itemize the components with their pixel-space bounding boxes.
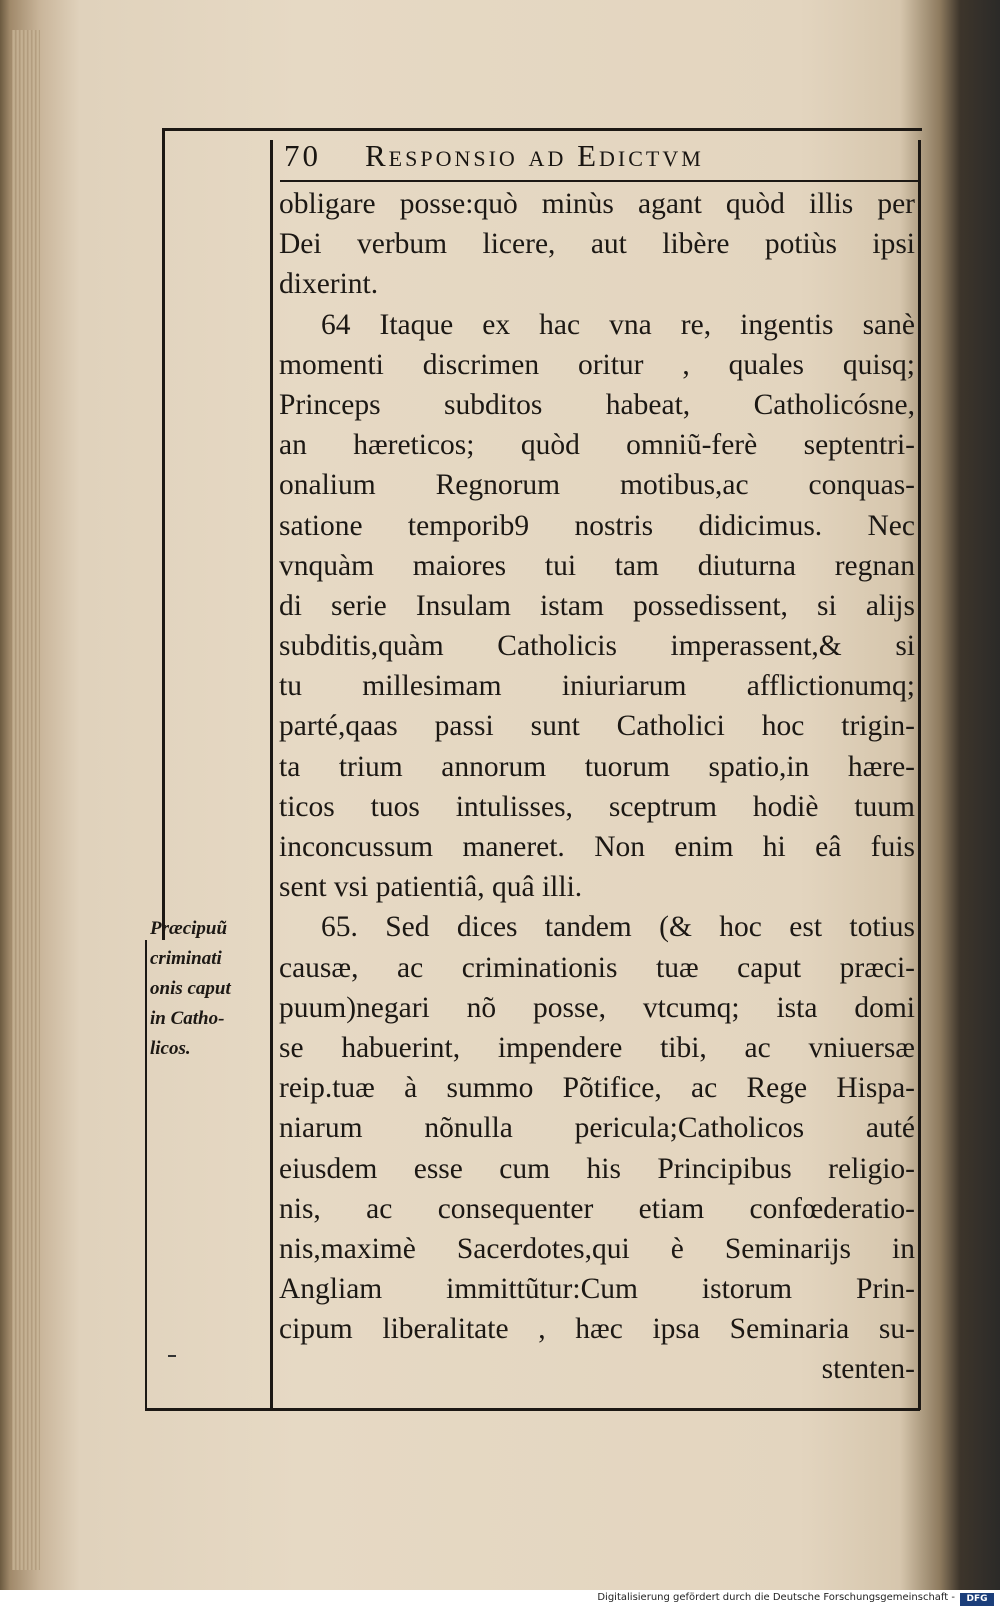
text-line: eiusdem esse cum his Principibus religio- [279,1152,915,1185]
text-line: cipum liberalitate , hæc ipsa Seminaria su- [279,1313,915,1346]
left-frame-line-lower [145,940,147,1410]
text-line: dixerint. [279,268,379,301]
text-line: tu millesimam iniuriarum afflictionumq; [279,670,915,703]
text-line: satione temporib9 nostris didicimus. Nec [279,509,915,542]
top-rule [162,128,922,131]
text-line: di serie Insulam istam possedissent, si alijs [279,589,915,622]
text-line: subditis,quàm Catholicis imperassent,& si [279,630,915,663]
text-line: se habuerint, impendere tibi, ac vniuersæ [279,1031,915,1064]
body-text [279,184,915,1390]
marginal-line: in Catho- [150,1008,225,1029]
running-header [284,138,914,178]
text-line: parté,qaas passi sunt Catholici hoc trigin- [279,710,915,743]
text-line: sent vsi patientiâ, quâ illi. [279,871,583,904]
footer-credit: Digitalisierung gefördert durch die Deutsche Forschungsgemeinschaft - [597,1592,955,1603]
bottom-rule [145,1408,920,1411]
text-line: nis,maximè Sacerdotes,qui è Seminarijs in [279,1232,915,1265]
header-rule [280,180,920,182]
text-line: Dei verbum licere, aut libère potiùs ipsi [279,228,915,261]
text-line: ticos tuos intulisses, sceptrum hodiè tuum [279,790,915,823]
right-frame-line [918,140,921,1410]
marginal-note [150,914,268,1064]
text-line: reip.tuæ à summo Põtifice, ac Rege Hispa- [279,1072,915,1105]
text-line: puum)negari nõ posse, vtcumq; ista domi [279,991,915,1024]
running-title: Responsio ad Edictvm [365,138,704,173]
page-edges [12,30,40,1570]
dfg-logo: DFG [960,1593,994,1606]
text-line: nis, ac consequenter etiam confœderatio- [279,1192,915,1225]
text-line: an hæreticos; quòd omniũ-ferè septentri- [279,429,915,462]
text-line: ta trium annorum tuorum spatio,in hære- [279,750,915,783]
marginal-line: criminati [150,948,222,969]
text-line: inconcussum maneret. Non enim hi eâ fuis [279,831,915,863]
text-line: Angliam immittũtur:Cum istorum Prin- [279,1273,915,1306]
text-line: causæ, ac criminationis tuæ caput præci- [279,951,915,984]
marginal-line: Præcipuũ [150,918,228,939]
page-number: 70 [284,138,321,173]
text-line: obligare posse:quò minùs agant quòd illis per [279,188,915,220]
left-frame-line [162,130,165,940]
marginal-line: licos. [150,1038,191,1059]
text-line: niarum nõnulla pericula;Catholicos auté [279,1112,915,1145]
text-line: onalium Regnorum motibus,ac conquas- [279,469,915,502]
margin-frame-line [270,140,273,1410]
text-line: 65. Sed dices tandem (& hoc est totius [321,911,915,944]
text-line: 64 Itaque ex hac vna re, ingentis sanè [321,308,915,341]
catchword: stenten- [821,1353,915,1386]
marginal-line: onis caput [150,978,231,999]
text-line: vnquàm maiores tui tam diuturna regnan [279,549,915,582]
text-line: momenti discrimen oritur , quales quisq; [279,348,915,381]
text-line: Princeps subditos habeat, Catholicósne, [279,388,915,421]
margin-dash [168,1355,176,1357]
